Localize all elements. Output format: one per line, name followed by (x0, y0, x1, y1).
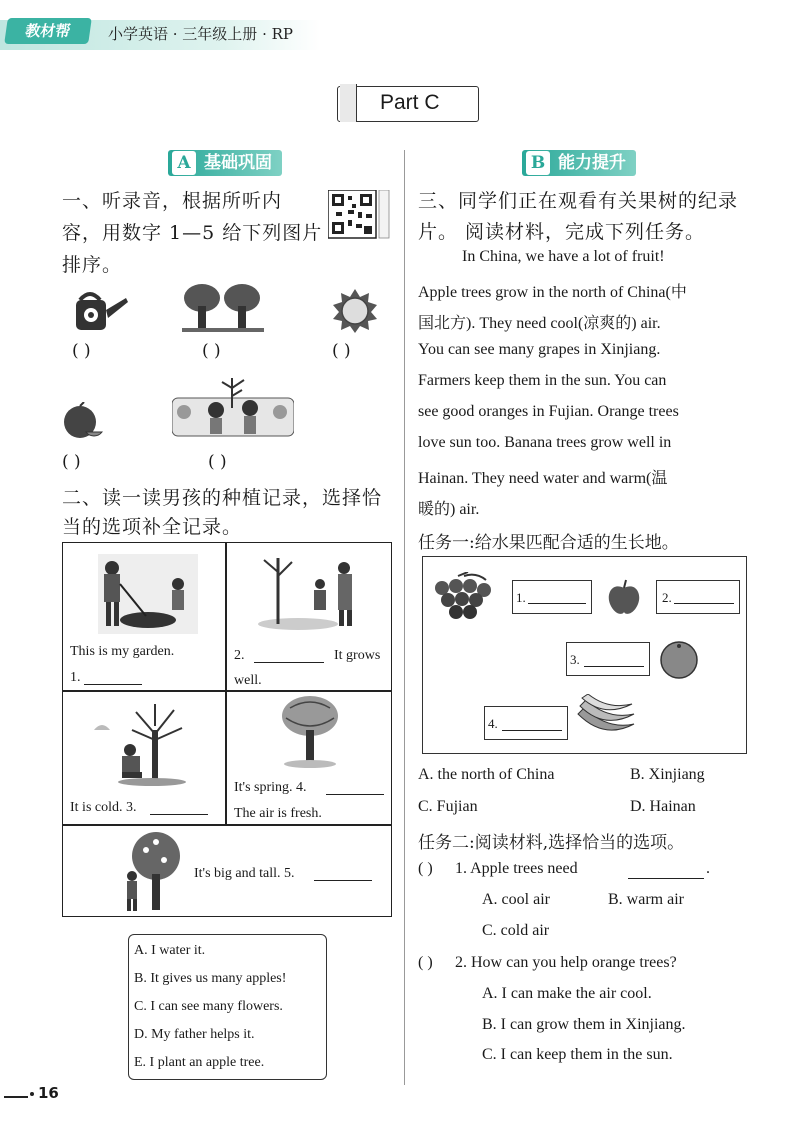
kids-planting-picture (172, 378, 294, 438)
mc1-option-b: B. warm air (608, 891, 684, 908)
q2-option-b: B. It gives us many apples! (134, 971, 287, 986)
choice-c: C. Fujian (418, 798, 478, 815)
q2-line2: 当的选项补全记录。 (62, 516, 243, 538)
passage-line-9: 暖的) air. (418, 501, 480, 518)
winter-tree-picture (92, 700, 192, 786)
grapes-icon (428, 572, 498, 622)
mc1-blank[interactable] (628, 878, 704, 879)
section-b-badge (522, 150, 636, 176)
choice-d: D. Hainan (630, 798, 696, 815)
q1-line2: 容，用数字 1—5 给下列图片 (62, 222, 323, 244)
mc1-option-c: C. cold air (482, 922, 550, 939)
q2-line1: 二、读一读男孩的种植记录，选择恰 (62, 487, 383, 509)
header-subtitle: 小学英语 · 三年级上册 · RP (108, 25, 293, 43)
blank-4[interactable] (326, 794, 384, 795)
cell5-text: It's big and tall. 5. (194, 866, 295, 881)
apple-icon (604, 578, 644, 618)
blank-1[interactable] (84, 684, 142, 685)
q2-option-d: D. My father helps it. (134, 1027, 255, 1042)
match-label-3: 3. (570, 652, 580, 667)
q1-answer-4[interactable]: ( ) (62, 452, 81, 472)
mc1-option-a: A. cool air (482, 891, 550, 908)
cell2-num: 2. (234, 648, 245, 663)
cell2-text: It grows (334, 648, 381, 663)
section-b-letter: B (526, 151, 550, 175)
q2-option-a: A. I water it. (134, 943, 206, 958)
apple-tree-picture (120, 830, 182, 914)
footer-dot (30, 1092, 34, 1096)
task1-title: 任务一:给水果匹配合适的生长地。 (418, 533, 679, 553)
spring-tree-picture (276, 694, 346, 768)
sun-icon (332, 288, 378, 334)
task2-title: 任务二:阅读材料,选择恰当的选项。 (418, 833, 685, 853)
blank-3[interactable] (150, 814, 208, 815)
cell2-text2: well. (234, 673, 262, 688)
choice-a: A. the north of China (418, 766, 555, 783)
orange-icon (62, 402, 104, 442)
match-label-4: 4. (488, 716, 498, 731)
cell3-text: It is cold. 3. (70, 800, 137, 815)
footer-dash (4, 1096, 28, 1098)
q1-line1: 一、听录音，根据所听内 (62, 190, 283, 212)
page-number: 16 (38, 1084, 59, 1102)
cell4-text: It's spring. 4. (234, 780, 307, 795)
cell1-text: This is my garden. (70, 644, 175, 659)
part-title: Part C (380, 91, 440, 114)
passage-line-7: love sun too. Banana trees grow well in (418, 434, 672, 451)
mc2-stem: 2. How can you help orange trees? (455, 954, 677, 971)
match-blank-4[interactable] (502, 730, 562, 731)
section-a-badge (168, 150, 282, 176)
mc1-end: . (706, 860, 710, 877)
mc1-stem: 1. Apple trees need (455, 860, 578, 877)
two-trees-icon (182, 282, 264, 334)
cell4-text2: The air is fresh. (234, 806, 322, 821)
match-label-2: 2. (662, 590, 672, 605)
q1-answer-5[interactable]: ( ) (208, 452, 227, 472)
watering-tree-picture (258, 550, 368, 632)
mc2-answer[interactable]: ( ) (418, 954, 433, 971)
passage-line-8: Hainan. They need water and warm(温 (418, 470, 668, 487)
choice-b: B. Xinjiang (630, 766, 705, 783)
match-label-1: 1. (516, 590, 526, 605)
mc2-option-b: B. I can grow them in Xinjiang. (482, 1016, 686, 1033)
q2-option-e: E. I plant an apple tree. (134, 1055, 265, 1070)
watering-can-icon (70, 288, 130, 334)
q1-answer-2[interactable]: ( ) (202, 341, 221, 361)
blank-2[interactable] (254, 662, 324, 663)
garden-digging-picture (98, 554, 198, 634)
passage-line-6: see good oranges in Fujian. Orange trees (418, 403, 679, 420)
passage-line-3: 国北方). They need cool(凉爽的) air. (418, 315, 661, 332)
q1-line3: 排序。 (62, 254, 123, 276)
section-a-letter: A (172, 151, 196, 175)
match-blank-1[interactable] (528, 603, 586, 604)
section-a-label: 基础巩固 (204, 153, 272, 173)
q3-line2: 片。 阅读材料，完成下列任务。 (418, 221, 706, 243)
column-divider (404, 150, 405, 1085)
orange-fruit-icon (658, 638, 700, 680)
mc2-option-a: A. I can make the air cool. (482, 985, 652, 1002)
match-blank-3[interactable] (584, 666, 644, 667)
banana-icon (574, 694, 638, 740)
blank-5[interactable] (314, 880, 372, 881)
mc1-answer[interactable]: ( ) (418, 860, 433, 877)
passage-line-5: Farmers keep them in the sun. You can (418, 372, 667, 389)
section-b-label: 能力提升 (558, 153, 626, 173)
passage-line-1: In China, we have a lot of fruit! (462, 248, 665, 265)
match-blank-2[interactable] (674, 603, 734, 604)
mc2-option-c: C. I can keep them in the sun. (482, 1046, 673, 1063)
q1-answer-3[interactable]: ( ) (332, 341, 351, 361)
q1-answer-1[interactable]: ( ) (72, 341, 91, 361)
q2-option-c: C. I can see many flowers. (134, 999, 283, 1014)
qr-code-icon[interactable] (328, 190, 392, 240)
passage-line-2: Apple trees grow in the north of China(中 (418, 284, 687, 301)
part-title-tab (340, 84, 357, 122)
passage-line-4: You can see many grapes in Xinjiang. (418, 341, 661, 358)
header-logo: 教材帮 (4, 18, 92, 44)
cell1-num: 1. (70, 670, 81, 685)
q3-line1: 三、同学们正在观看有关果树的纪录 (418, 190, 739, 212)
